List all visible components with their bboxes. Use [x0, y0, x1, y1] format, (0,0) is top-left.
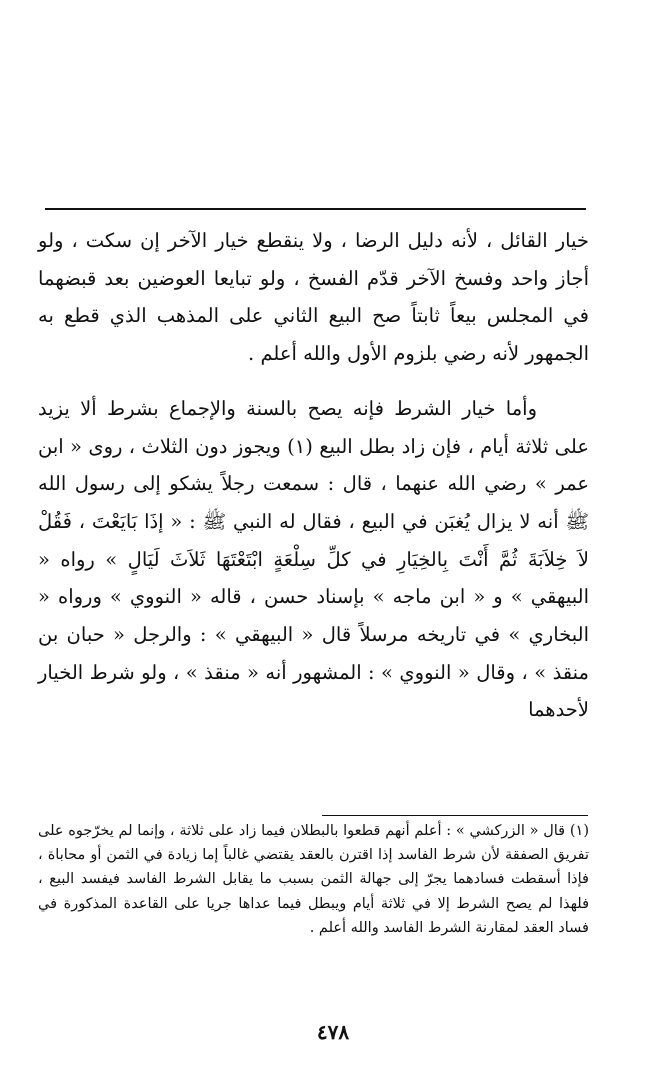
top-divider	[45, 208, 586, 210]
paragraph-1: خيار القائل ، لأنه دليل الرضا ، ولا ينقطع خيار الآخر إن سكت ، ولو أجاز واحد وفسخ الآخر قدّم الفسخ ، ولو تبايعا العوضين بعد قبضهما في المجلس بيعاً ثابتاً صح البيع الثاني على المذهب الذي قطع به الجمهور لأنه رضي بلزوم الأول والله أعلم .	[38, 229, 589, 366]
footnotes	[38, 819, 589, 940]
footnote-divider	[322, 815, 588, 816]
main-text	[38, 222, 589, 729]
paragraph-2: وأما خيار الشرط فإنه يصح بالسنة والإجماع بشرط ألا يزيد على ثلاثة أيام ، فإن زاد بطل البيع (١) ويجوز دون الثلاث ، روى « ابن عمر » رضي الله عنهما ، قال : سمعت رجلاً يشكو إلى رسول الله ﷺ أنه لا يزال يُغبَن في البيع ، فقال له النبي ﷺ : « إذَا بَايَعْتَ ، فَقُلْ لاَ خِلاَبَةَ ثُمَّ أَنْتَ بِالخِيَارِ في كلِّ سِلْعَةٍ ابْتَعْتَهَا ثَلاَثَ لَيَالٍ » رواه « البيهقي » و « ابن ماجه » بإسناد حسن ، قاله « النووي » ورواه « البخاري » في تاريخه مرسلاً قال « البيهقي » : والرجل « حبان بن منقذ » ، وقال « النووي » : المشهور أنه « منقذ » ، ولو شرط الخيار لأحدهما	[38, 396, 589, 722]
footnote-1: (١) قال « الزركشي » : أعلم أنهم قطعوا بالبطلان فيما زاد على ثلاثة ، وإنما لم يخرّجوه على تفريق الصفقة لأن شرط الفاسد إذا اقترن بالعقد يقتضي غالباً إما زيادة في الثمن أو محاباة ، فإذا أسقطت فسادهما يجرّ إلى جهالة الثمن بسبب ما يقابل الشرط الفاسد فيفسد البيع ، فلهذا لم يصح الشرط إلا في ثلاثة أيام ويبطل فيما عداها جريا على القاعدة المذكورة في فساد العقد لمقارنة الشرط الفاسد والله أعلم .	[38, 823, 589, 936]
paragraph-2-wrapper	[38, 390, 589, 729]
page-number: ٤٧٨	[316, 1020, 350, 1044]
